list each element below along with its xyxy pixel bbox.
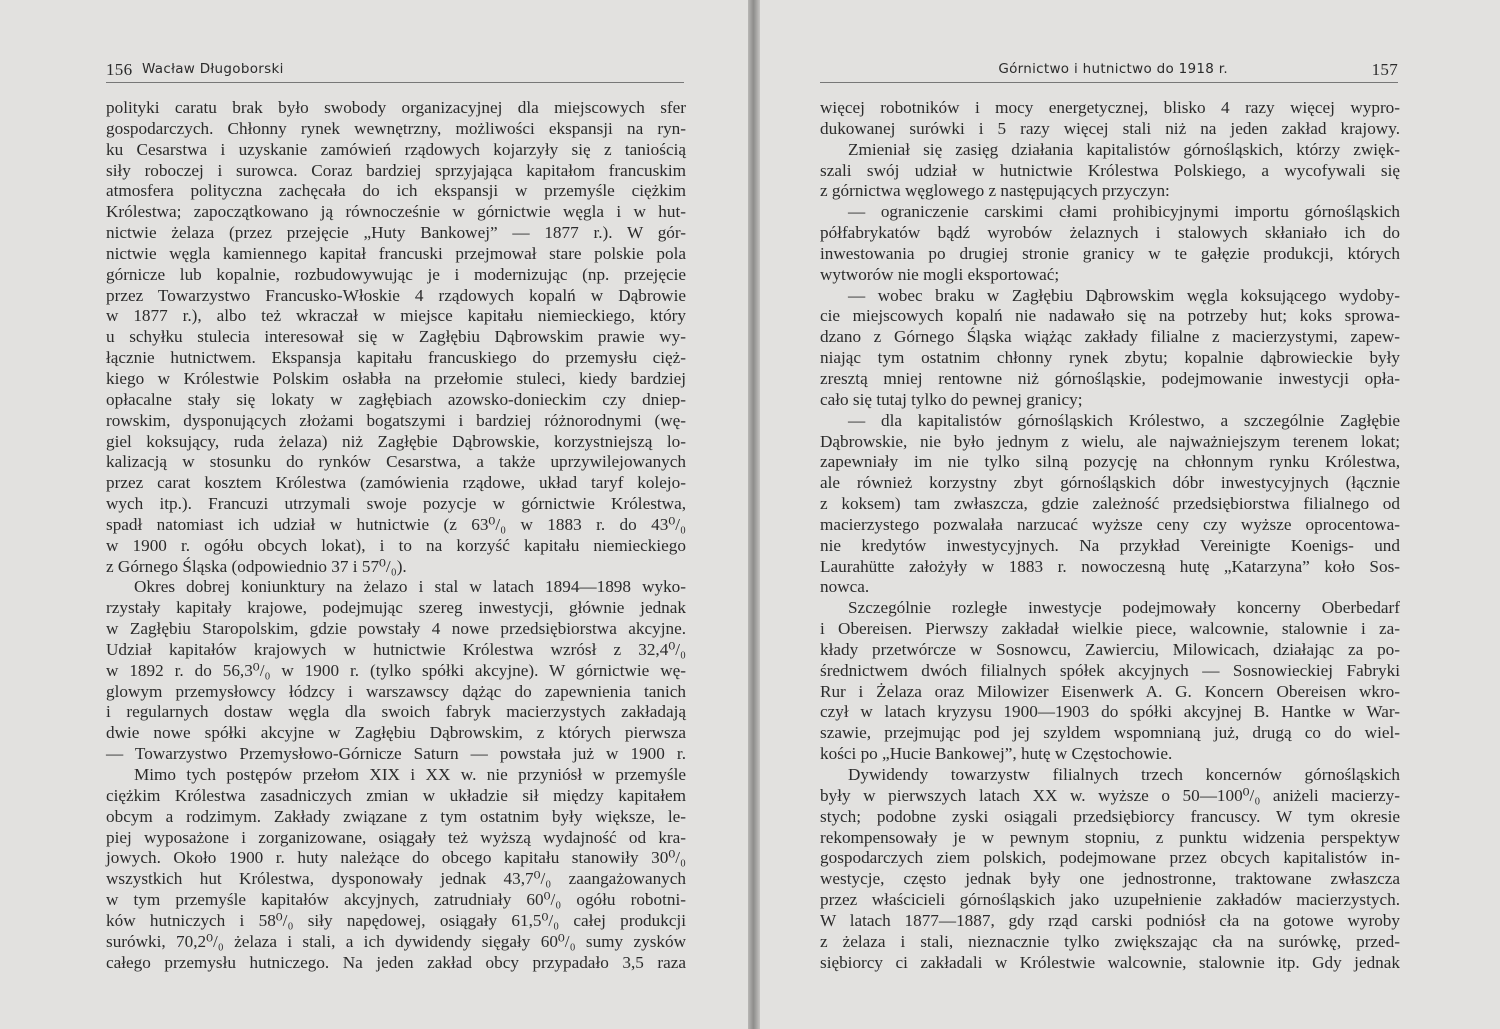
text-line: Mimo tych postępów przełom XIX i XX w. nie przyniósł w przemyśle [134,765,686,784]
text-line: atmosfera polityczna zachęcała do ich ekspansji w przemyśle ciężkim [106,181,686,201]
text-line: — dla kapitalistów górnośląskich Królestwo, a szczególnie Zagłębie [848,410,1400,430]
text-line: rowskim, dysponujących złożami bogatszymi i bardziej różnorodnymi (wę- [106,410,686,430]
left-page [0,0,748,1029]
text-line: wych itp.). Francuzi utrzymali swoje pozycje w górnictwie Królestwa, [106,494,686,514]
text-line: z górnictwa węglowego z następujących przyczyn: [820,181,1170,201]
text-line: z koksem) tam zwłaszcza, gdzie zależność przedsiębiorstwa filialnego od [820,494,1400,514]
text-line: przez Towarzystwo Francusko-Włoskie 4 rządowych kopalń w Dąbrowie [106,285,686,305]
text-line: kłady przetwórcze w Sosnowcu, Zawierciu, Milowicach, działając za po- [820,639,1400,659]
text-line: cało się tutaj tylko do pewnej granicy; [820,389,1083,409]
text-line: spadł natomiast ich udział w hutnictwie (z 63⁰/₀ w 1883 r. do 43⁰/₀ [106,514,686,534]
text-line: Dąbrowskie, nie było jednym z wielu, ale najważniejszym terenem lokat; [820,431,1400,451]
text-line: opłacalne stały się lokaty w zagłębiach azowsko-donieckim czy dniep- [106,389,686,409]
text-line: dukowanej surówki i 5 razy więcej stali niż na jeden zakład krajowy. [820,118,1400,138]
text-line: ciężkim Królestwa zasadniczych zmian w układzie sił między kapitałem [106,785,686,805]
text-line: glowym przemysłowcy łódzcy i warszawscy dążąc do zapewnienia tanich [106,681,686,701]
text-line: więcej robotników i mocy energetycznej, blisko 4 razy więcej wypro- [820,98,1400,117]
text-line: siły roboczej i surowca. Coraz bardziej sprzyjająca kapitałom francuskim [106,160,686,180]
text-line: niając tym ostatnim chłonny rynek zbytu; kopalnie dąbrowieckie były [820,348,1400,368]
left-body-text [106,98,686,973]
text-line: siębiorcy ci zakładali w Królestwie walcownie, stalownie itp. Gdy jednak [820,952,1400,972]
text-line: w 1900 r. ogółu obcych lokat), i to na korzyść kapitału niemieckiego [106,535,686,555]
text-line: ku Cesarstwa i uzyskanie zamówień rządowych kojarzyły się z taniością [106,139,686,159]
text-line: piej wyposażone i zorganizowane, osiągały też wyższą wydajność od kra- [106,827,686,847]
text-line: wytworów nie mogli eksportować; [820,264,1060,284]
text-line: Udział kapitałów krajowych w hutnictwie Królestwa wzrósł z 32,4⁰/₀ [106,639,686,659]
right-body-text [820,98,1400,973]
text-line: półfabrykatów bądź wyrobów żelaznych i stalowych skłaniało ich do [820,223,1400,243]
text-line: łącznie hutnictwem. Ekspansja kapitału francuskiego do przemysłu cięż- [106,348,686,368]
text-line: nowca. [820,577,870,597]
text-line: z żelaza i stali, nieznacznie tylko zwiększając cła na surówkę, przed- [820,931,1400,951]
text-line: jowych. Około 1900 r. huty należące do obcego kapitału stanowiły 30⁰/₀ [106,848,686,868]
text-line: W latach 1877—1887, gdy rząd carski podniósł cła na gotowe wyroby [820,910,1400,930]
text-line: dwie nowe spółki akcyjne w Zagłębiu Dąbrowskim, z których pierwsza [106,723,686,743]
text-line: wszystkich hut Królestwa, dysponowały jednak 43,7⁰/₀ zaangażowanych [106,869,686,889]
left-running-title: Wacław Długoborski [142,61,284,77]
right-page [760,0,1500,1029]
text-line: były w pierwszych latach XX w. wyższe o 50—100⁰/₀ aniżeli macierzy- [820,785,1400,805]
left-page-number: 156 [106,60,133,79]
right-running-title: Górnictwo i hutnictwo do 1918 r. [998,61,1228,77]
text-line: szali swój udział w hutnictwie Królestwa Polskiego, a wycofywali się [820,160,1400,180]
text-line: kości po „Hucie Bankowej”, hutę w Częstochowie. [820,744,1173,764]
text-line: Zmieniał się zasięg działania kapitalistów górnośląskich, którzy zwięk- [848,139,1400,159]
text-line: — ograniczenie carskimi cłami prohibicyjnymi importu górnośląskich [848,202,1400,222]
text-line: u schyłku stulecia interesował się w Zagłębiu Dąbrowskim prawie wy- [106,327,686,347]
text-line: Królestwa; zapoczątkowano ją równocześnie w górnictwie węgla i w hut- [106,202,686,222]
right-page-number: 157 [1371,60,1398,79]
text-line: inwestowania po drugiej stronie granicy w te gałęzie produkcji, których [820,243,1400,263]
text-line: i Obereisen. Pierwszy zakładał wielkie piece, walcownie, stalownie i za- [820,619,1400,639]
text-line: w 1892 r. do 56,3⁰/₀ w 1900 r. (tylko spółki akcyjne). W górnictwie wę- [106,660,686,680]
text-line: — Towarzystwo Przemysłowo-Górnicze Saturn — powstała już w 1900 r. [106,744,686,764]
text-line: i regularnych dostaw węgla dla swoich fabryk macierzystych zakładają [106,702,686,722]
text-line: nictwie żelaza (przez przejęcie „Huty Bankowej” — 1877 r.). W gór- [106,223,686,243]
text-line: Rur i Żelaza oraz Milowizer Eisenwerk A. G. Koncern Obereisen wkro- [820,681,1400,701]
text-line: rekompensowały je w pewnym stopniu, z punktu widzenia perspektyw [820,827,1400,847]
text-line: dzano z Górnego Śląska wiążąc zakłady filialne z macierzystymi, zapew- [820,327,1400,347]
text-line: zapewniały im nie tylko silną pozycję na chłonnym rynku Królestwa, [820,452,1400,472]
text-line: kiego w Królestwie Polskim osłabła na przełomie stuleci, kiedy bardziej [106,368,686,388]
text-line: giel koksujący, ruda żelaza) niż Zagłębie Dąbrowskie, korzystniejszą lo- [106,431,686,451]
text-line: z Górnego Śląska (odpowiednio 37 i 57⁰/₀). [106,556,407,576]
text-line: Dywidendy towarzystw filialnych trzech koncernów górnośląskich [848,765,1400,784]
text-line: ale również korzystny zbyt górnośląskich dóbr inwestycyjnych (łącznie [820,473,1400,493]
right-running-head [820,60,1398,83]
text-line: — wobec braku w Zagłębiu Dąbrowskim węgla koksującego wydoby- [848,285,1400,305]
text-line: gospodarczych. Chłonny rynek wewnętrzny, możliwości ekspansji na ryn- [106,118,686,138]
text-line: w 1877 r.), albo też wkraczał w miejsce kapitału niemieckiego, który [106,306,686,326]
text-line: cie miejscowych kopalń nie nadawało się na potrzeby hut; koks sprowa- [820,306,1400,326]
text-line: w Zagłębiu Staropolskim, gdzie powstały 4 nowe przedsiębiorstwa akcyjne. [106,619,686,639]
book-gutter [748,0,760,1029]
text-line: kalizacją w stosunku do rynków Cesarstwa, a także uprzywilejowanych [106,452,686,472]
text-line: polityki caratu brak było swobody organizacyjnej dla miejscowych sfer [106,98,686,117]
text-line: całego przemysłu hutniczego. Na jeden zakład obcy przypadało 3,5 raza [106,952,686,972]
text-line: górnicze lub kopalnie, rozbudowywując je i modernizując (np. przejęcie [106,264,686,284]
text-line: w tym przemyśle kapitałów akcyjnych, zatrudniały 60⁰/₀ ogółu robotni- [106,890,686,910]
text-line: rzystały kapitały krajowe, podejmując szereg inwestycji, głównie jednak [106,598,686,618]
text-line: surówki, 70,2⁰/₀ żelaza i stali, a ich dywidendy sięgały 60⁰/₀ sumy zysków [106,931,686,951]
text-line: przez carat kosztem Królestwa (zamówienia rządowe, układ taryf kolejo- [106,473,686,493]
text-line: średnictwem dwóch filialnych spółek akcyjnych — Sosnowieckiej Fabryki [820,660,1400,680]
text-line: nie kredytów inwestycyjnych. Na przykład Vereinigte Koenigs- und [820,535,1400,555]
text-line: stych; podobne zyski osiągali przedsiębiorcy francuscy. W tym okresie [820,806,1400,826]
text-line: Szczególnie rozległe inwestycje podejmowały koncerny Oberbedarf [848,598,1400,618]
text-line: przez właścicieli górnośląskich jako uzupełnienie zakładów macierzystych. [820,890,1400,910]
text-line: Okres dobrej koniunktury na żelazo i stal w latach 1894—1898 wyko- [134,577,686,597]
text-line: szawie, przejmując pod jej szyldem wspomnianą już, drugą co do wiel- [820,723,1400,743]
text-line: czył w latach kryzysu 1900—1903 do spółki akcyjnej B. Hantke w War- [820,702,1400,722]
text-line: obcym a rodzimym. Zakłady związane z tym ostatnim były większe, le- [106,806,686,826]
text-line: gospodarczych ziem polskich, podejmowane przez obcych kapitalistów in- [820,848,1400,868]
text-line: ków hutniczych i 58⁰/₀ siły napędowej, osiągały 61,5⁰/₀ całej produkcji [106,910,686,930]
text-line: nictwie węgla kamiennego kapitał francuski przejmował stare polskie pola [106,243,686,263]
text-line: westycje, często jednak były one jednostronne, traktowane zwłaszcza [820,869,1400,889]
text-line: macierzystego pozwalała narzucać wyższe ceny czy wyższe oprocentowa- [820,514,1400,534]
text-line: Laurahütte założyły w 1883 r. nowoczesną hutę „Katarzyna” koło Sos- [820,556,1400,576]
text-line: zresztą mniej rentowne niż górnośląskie, podejmowanie inwestycji opła- [820,368,1400,388]
left-running-head [106,60,684,83]
